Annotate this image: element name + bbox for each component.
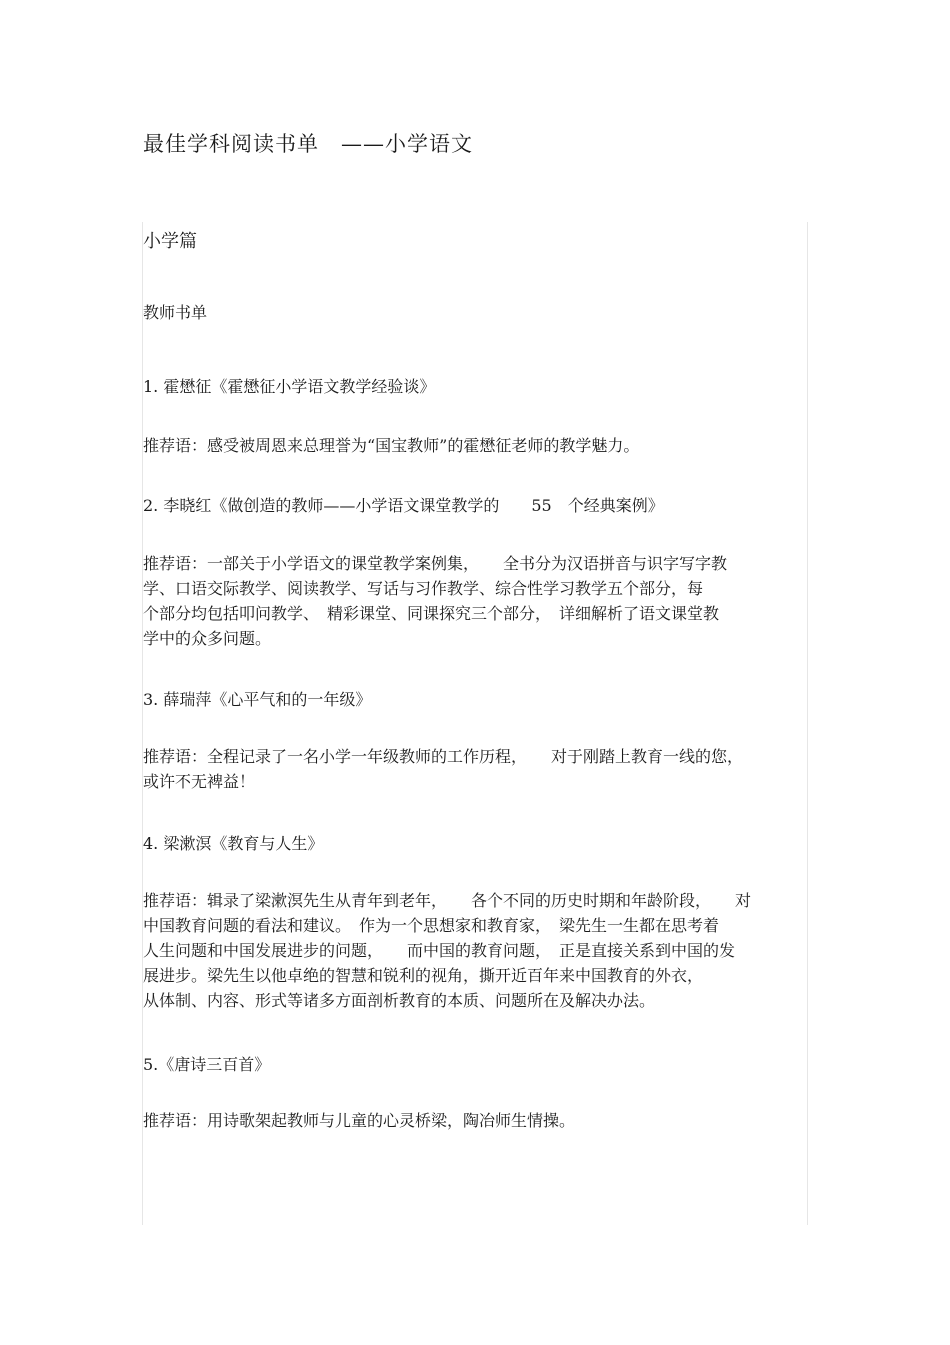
subsection-title: 教师书单 — [143, 303, 208, 322]
recommendation-line: 推荐语：全程记录了一名小学一年级教师的工作历程， 对于刚踏上教育一线的您， — [143, 747, 744, 766]
recommendation-line: 或许不无裨益！ — [143, 772, 256, 791]
recommendation-line: 推荐语：用诗歌架起教师与儿童的心灵桥梁，陶冶师生情操。 — [143, 1111, 576, 1130]
recommendation-line: 学、口语交际教学、阅读教学、写话与习作教学、综合性学习教学五个部分，每 — [143, 579, 704, 598]
book-entry-recommendation-1 — [143, 433, 803, 458]
recommendation-line: 展进步。梁先生以他卓绝的智慧和锐利的视角，撕开近百年来中国教育的外衣， — [143, 966, 704, 985]
document-title: 最佳学科阅读书单 ——小学语文 — [143, 132, 473, 156]
book-entry-recommendation-3 — [143, 744, 803, 794]
recommendation-line: 推荐语：辑录了梁漱溟先生从青年到老年， 各个不同的历史时期和年龄阶段， 对 — [143, 891, 752, 910]
book-entry-heading-1: 1. 霍懋征《霍懋征小学语文教学经验谈》 — [143, 377, 436, 396]
recommendation-line: 推荐语：感受被周恩来总理誉为“国宝教师”的霍懋征老师的教学魅力。 — [143, 436, 640, 455]
book-entry-recommendation-4 — [143, 888, 803, 1013]
book-entry-heading-2: 2. 李晓红《做创造的教师——小学语文课堂教学的 55 个经典案例》 — [143, 496, 664, 515]
book-entry-recommendation-2 — [143, 551, 803, 651]
book-entry-heading-5: 5.《唐诗三百首》 — [143, 1055, 271, 1074]
recommendation-line: 中国教育问题的看法和建议。 作为一个思想家和教育家， 梁先生一生都在思考着 — [143, 916, 720, 935]
book-entry-heading-3: 3. 薛瑞萍《心平气和的一年级》 — [143, 690, 372, 709]
recommendation-line: 个部分均包括叩问教学、 精彩课堂、同课探究三个部分， 详细解析了语文课堂教 — [143, 604, 720, 623]
section-title: 小学篇 — [143, 231, 197, 252]
book-entry-recommendation-5 — [143, 1108, 803, 1133]
recommendation-line: 人生问题和中国发展进步的问题， 而中国的教育问题， 正是直接关系到中国的发 — [143, 941, 736, 960]
recommendation-line: 学中的众多问题。 — [143, 629, 272, 648]
book-entry-heading-4: 4. 梁漱溟《教育与人生》 — [143, 834, 324, 853]
recommendation-line: 从体制、内容、形式等诸多方面剖析教育的本质、问题所在及解决办法。 — [143, 991, 656, 1010]
recommendation-line: 推荐语：一部关于小学语文的课堂教学案例集， 全书分为汉语拼音与识字写字教 — [143, 554, 728, 573]
